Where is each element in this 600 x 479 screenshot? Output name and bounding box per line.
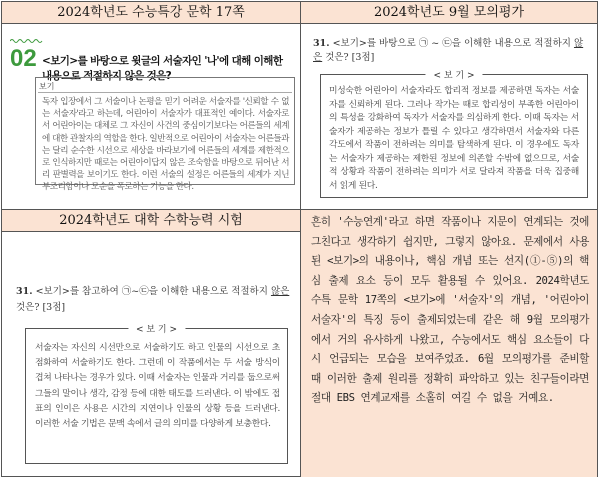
- bogi-title: < 보 기 >: [128, 322, 185, 335]
- bogi-box-bottom-left: [25, 325, 288, 464]
- wavy-decoration: [10, 38, 44, 44]
- question-top-right: [313, 37, 588, 65]
- bogi-box-top-left: [35, 77, 295, 193]
- question-suffix: 것은? [3점]: [16, 302, 66, 313]
- bogi-text-bottom-left: 서술자는 자신의 시선만으로 서술하기도 하고 인물의 시선으로 초점화하여 서술하기도 한다. 그런데 이 작품에서는 두 서술 방식이 겹쳐 나타나는 경우가 있다. 이때 서술자는 인물과 거리를 둡으로써 그들의 말이나 생각, 감정 등에 대한 태도를 드러낸다. 이 밖에도 접표의 인이은 사용은 시간의 지연이나 인물의 상황 등을 드러낸다. 이러한 서술 기법은 문맥 속에서 글의 의미를 다양하게 보충한다.: [35, 343, 280, 430]
- bogi-title: < 보 기 >: [425, 68, 482, 81]
- bogi-rule: [38, 92, 292, 93]
- question-number-badge: 02: [10, 45, 37, 72]
- header-top-left: 2024학년도 수능특강 문학 17쪽: [2, 2, 300, 24]
- question-text: <보기>를 바탕으로 ㉠ ~ ㉢을 이해한 내용으로 적절하지: [332, 38, 574, 49]
- question-text: <보기>를 참고하여 ㉠~㉢을 이해한 내용으로 적절하지: [35, 286, 271, 297]
- bogi-text-top-left: 독자 입장에서 그 서술이나 논평을 믿기 어려운 서술자를 '신뢰할 수 없는 서술자'라고 하는데, 어린아이 서술자가 대표적인 예이다. 서술자로서 어린아이는 대체로 그 자신이 사건의 중심이기보다는 어른들의 세계에 대한 관찰자의 역할을 한다. 일반적으로 어린아이 서술자는 어른들과는 달리 순수한 시선으로 세상을 바라보기에 어른들의 세계를 제한적으로 인식하지만 때로는 어린아이답지 않은 조숙함을 바탕으로 뒤어난 서리 판별력을 보이기도 한다. 이런 서술의 설정은 어른들의 세계가 지닌 부조리함이나 모순을 폭로하는 기능을 한다.: [42, 97, 289, 193]
- bogi-text-top-right: 미성숙한 어린아이 서술자라도 합리적 정보를 제공하면 독자는 서술자를 신뢰하게 된다. 그러나 작가는 때로 합리성이 부족한 어린아이의 특성을 강화하여 독자가 서술자를 의심하게 한다. 이때 독자는 서술자가 제공하는 정보가 틀릴 수 있다고 생각하면서 서술자와 다른 각도에서 작품이 전하려는 의미를 탐색하게 된다. 이 경우에도 독자는 서술자가 제공하는 제한된 정보에 의존할 수밖에 없으므로, 서술적 상황과 작품이 전하려는 의미가 서로 달라져 작품을 더욱 집중해서 읽게 된다.: [329, 86, 579, 191]
- question-underlined: 않은: [270, 286, 290, 297]
- comparison-table: [1, 1, 598, 477]
- question-number: 31.: [313, 38, 330, 49]
- bogi-box-top-right: [320, 71, 588, 198]
- question-bottom-left: [16, 284, 292, 316]
- bogi-label: 보기: [39, 82, 55, 91]
- question-number: 31.: [16, 286, 33, 297]
- question-underlined: 않은: [313, 38, 584, 63]
- header-bottom-left: 2024학년도 대학 수학능력 시험: [2, 210, 300, 232]
- header-top-right: 2024학년도 9월 모의평가: [301, 2, 597, 24]
- commentary-paragraph: 흔히 '수능연계'라고 하면 작품이나 지문이 연계되는 것에 그친다고 생각하기 쉽지만, 그렇지 않아요. 문제에서 사용된 <보기>의 내용이나, 핵심 개념 또는 선지(①-⑤)의 핵심 출제 요소 등이 모두 활용될 수 있어요. 2024학년도 수특 문학 17쪽의 <보기>에 '서술자'의 개념, '어린아이 서술자'의 특징 등이 출제되었는데 같은 해 9월 모의평가에서 거의 유사하게 나왔고, 수능에서도 핵심 요소들이 다시 언급되는 모습을 보여주었죠. 6월 모의평가를 준비할 때 이러한 출제 원리를 정확히 파악하고 있는 친구들이라면 절대 EBS 연계교재를 소홀히 여길 수 없을 거예요.: [301, 210, 597, 477]
- question-suffix: 것은? [3점]: [322, 52, 375, 63]
- question-text-top-left: <보기>를 바탕으로 윗글의 서술자인 '나'에 대해 이해한 내용으로 적절하지 않은 것은?: [42, 55, 283, 82]
